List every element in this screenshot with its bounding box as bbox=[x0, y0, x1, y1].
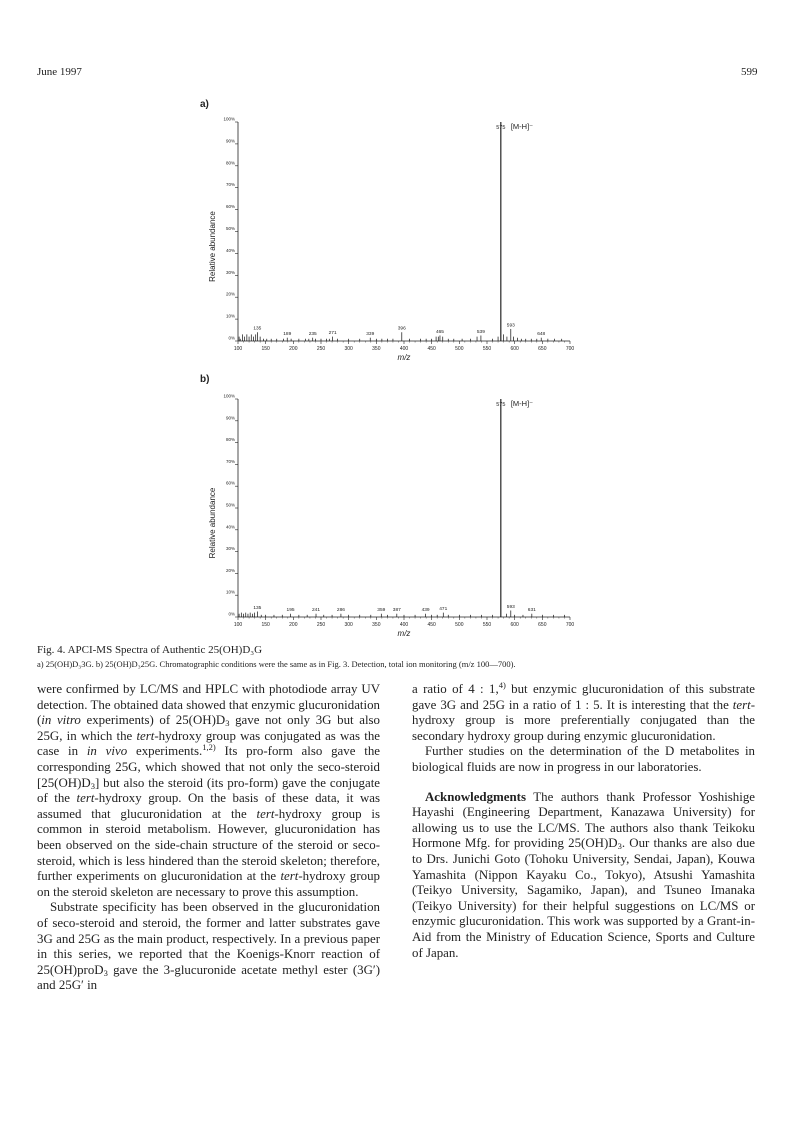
y-tick-label: 80% bbox=[225, 160, 235, 166]
x-tick-label: 650 bbox=[538, 622, 547, 628]
x-tick-label: 400 bbox=[399, 346, 409, 352]
base-peak-annotation: [M-H]⁻ bbox=[510, 122, 534, 131]
y-tick-label: 30% bbox=[225, 269, 235, 275]
x-tick-label: 300 bbox=[344, 346, 353, 352]
x-tick-label: 100 bbox=[233, 346, 243, 352]
x-tick-label: 450 bbox=[427, 346, 436, 352]
peak-label: 286 bbox=[336, 608, 345, 614]
mass-spectrum-b bbox=[200, 392, 590, 642]
y-tick-label: 20% bbox=[225, 567, 235, 573]
x-tick-label: 250 bbox=[316, 346, 326, 352]
x-tick-label: 150 bbox=[261, 622, 270, 628]
y-tick-label: 70% bbox=[225, 458, 235, 464]
x-tick-label: 500 bbox=[455, 346, 464, 352]
x-tick-label: 200 bbox=[289, 346, 298, 352]
paragraph-3: a ratio of 4 : 1,$^{4)}$ but enzymic glucuronidation of this substrate gave 3G and 25G in a ratio of 1 : 5. It is interesting that the tert-hydroxy group is more preferentially conjugated than the secondary hydroxy group during enzymic glucuronidation. bbox=[412, 680, 756, 743]
y-tick-label: 90% bbox=[225, 138, 235, 144]
y-tick-label: 50% bbox=[225, 226, 235, 231]
peak-label: 648 bbox=[537, 332, 546, 338]
base-peak-label: 575 bbox=[496, 125, 506, 131]
running-header-date: June 1997 bbox=[37, 66, 82, 78]
peak-label: 271 bbox=[328, 331, 337, 337]
x-axis-label: m/z bbox=[397, 629, 411, 638]
peak-label: 359 bbox=[377, 608, 386, 614]
y-tick-label: 80% bbox=[225, 437, 235, 443]
y-tick-label: 0% bbox=[228, 611, 235, 617]
figure-caption-title: Fig. 4. APCI-MS Spectra of Authentic 25(OH)D₃G bbox=[37, 644, 263, 656]
y-tick-label: 50% bbox=[225, 502, 235, 508]
panel-label-a: a) bbox=[200, 99, 209, 110]
x-tick-label: 500 bbox=[455, 622, 464, 628]
peak-label: 593 bbox=[506, 604, 515, 610]
y-tick-label: 10% bbox=[225, 589, 235, 595]
x-tick-label: 650 bbox=[538, 346, 547, 352]
paragraph-2: Substrate specificity has been observed in the glucuronidation of seco-steroid and steroid, the former and latter substrates gave 3G and 25G as the main product, respectively. In a previous paper in this series, we reported that the Koenigs-Knorr reaction of 25(OH)proD$_3$ gave the 3-glucuronide acetate methyl ester (3G′) and 25G′ in bbox=[37, 900, 380, 993]
x-tick-label: 350 bbox=[372, 622, 381, 628]
peak-label: 593 bbox=[506, 323, 515, 329]
page-number: 599 bbox=[741, 66, 758, 78]
y-tick-label: 70% bbox=[225, 182, 235, 188]
body-column-left bbox=[37, 682, 380, 994]
peak-label: 471 bbox=[439, 607, 448, 613]
x-tick-label: 200 bbox=[289, 622, 298, 628]
x-tick-label: 700 bbox=[565, 346, 575, 352]
peak-label: 235 bbox=[308, 332, 317, 338]
y-tick-label: 100% bbox=[223, 116, 235, 122]
peak-label: 339 bbox=[366, 332, 375, 338]
base-peak-label: 575 bbox=[496, 402, 506, 408]
peak-label: 539 bbox=[476, 330, 485, 336]
base-peak-annotation: [M-H]⁻ bbox=[510, 399, 534, 408]
y-tick-label: 60% bbox=[225, 204, 235, 210]
acknowledgments-heading: Acknowledgments bbox=[425, 789, 526, 804]
y-tick-label: 40% bbox=[225, 247, 235, 253]
peak-label: 241 bbox=[312, 608, 321, 614]
x-tick-label: 150 bbox=[261, 346, 270, 352]
y-tick-label: 0% bbox=[228, 335, 235, 341]
x-tick-label: 550 bbox=[482, 346, 492, 352]
y-tick-label: 10% bbox=[225, 313, 235, 319]
paragraph-4: Further studies on the determination of the D metabolites in biological fluids are now in progress in our laboratories. bbox=[412, 744, 755, 774]
x-tick-label: 600 bbox=[510, 622, 519, 628]
y-tick-label: 30% bbox=[225, 546, 235, 552]
x-tick-label: 450 bbox=[427, 622, 436, 628]
x-tick-label: 350 bbox=[372, 346, 381, 352]
acknowledgments: Acknowledgments The authors thank Professor Yoshishige Hayashi (Engineering Department, Kanazawa University) for allowing us to use the LC/MS. The authors also thank Teikoku Hormone Mfg. for providing $25(OH)D_3$. Our thanks are also due to Drs. Junichi Goto (Tohoku University, Sendai, Japan), Kouwa Yamashita (Nippon Kayaku Co., Tokyo), Atsushi Yamashita (Teikyo University, Sagamiko, Japan), and Tsuneo Imanaka (Teikyo University) for their helpful suggestions on LC/MS or enzymic glucuronidation. This work was supported by a Grant-in-Aid from the Ministry of Education Science, Sports and Culture of Japan. bbox=[412, 789, 755, 960]
y-tick-label: 100% bbox=[223, 393, 235, 399]
peak-label: 439 bbox=[421, 608, 430, 614]
peak-label: 135 bbox=[253, 326, 262, 332]
x-tick-label: 700 bbox=[565, 622, 575, 628]
x-tick-label: 600 bbox=[510, 346, 519, 352]
x-tick-label: 400 bbox=[399, 622, 409, 628]
figure-caption-detail: a) 25(OH)D₃3G. b) 25(OH)D₃25G. Chromatographic conditions were the same as in Fig. 3. Detection, total ion monitoring (m/z 100—700). bbox=[37, 659, 516, 669]
peak-label: 396 bbox=[397, 326, 406, 332]
paragraph-1: were confirmed by LC/MS and HPLC with photodiode array UV detection. The obtained data showed that enzymic glucuronidation (in vitro experiments) of $25(OH)D_3$ gave not only 3G but also 25G, in which the tert-hydroxy group was conjugated as was the case in in vivo experiments.$^{1,2)}$ Its pro-form also gave the corresponding 25G, which showed that not only the seco-steroid $[25(OH)D_3]$ but also the steroid (its pro-form) gave the conjugate of the tert-hydroxy group. On the basis of these data, it was assumed that glucuronidation at the tert-hydroxy group is common in steroid metabolism. However, glucuronidation has been observed on the side-chain structure of the steroid or seco-steroid, which is less hindered than the steroid skeleton; therefore, further experiments on glucuronidation at the tert-hydroxy group on the steroid skeleton are necessary to prove this assumption. bbox=[37, 682, 380, 899]
peak-label: 465 bbox=[435, 330, 444, 336]
x-tick-label: 550 bbox=[482, 622, 492, 628]
peak-label: 135 bbox=[253, 606, 262, 612]
y-tick-label: 60% bbox=[225, 480, 235, 486]
peak-label: 195 bbox=[286, 608, 295, 614]
y-tick-label: 20% bbox=[225, 291, 235, 297]
panel-label-b: b) bbox=[200, 374, 210, 385]
peak-label: 189 bbox=[283, 332, 292, 338]
y-tick-label: 90% bbox=[225, 415, 235, 421]
x-tick-label: 250 bbox=[316, 622, 326, 628]
x-tick-label: 100 bbox=[233, 622, 243, 628]
y-axis-label: Relative abundance bbox=[208, 487, 217, 559]
x-axis-label: m/z bbox=[397, 353, 411, 362]
body-column-right bbox=[412, 682, 755, 961]
y-axis-label: Relative abundance bbox=[208, 211, 217, 282]
peak-label: 387 bbox=[392, 608, 401, 614]
y-tick-label: 40% bbox=[225, 524, 235, 530]
peak-label: 631 bbox=[527, 608, 536, 614]
x-tick-label: 300 bbox=[344, 622, 353, 628]
mass-spectrum-a bbox=[200, 114, 590, 376]
